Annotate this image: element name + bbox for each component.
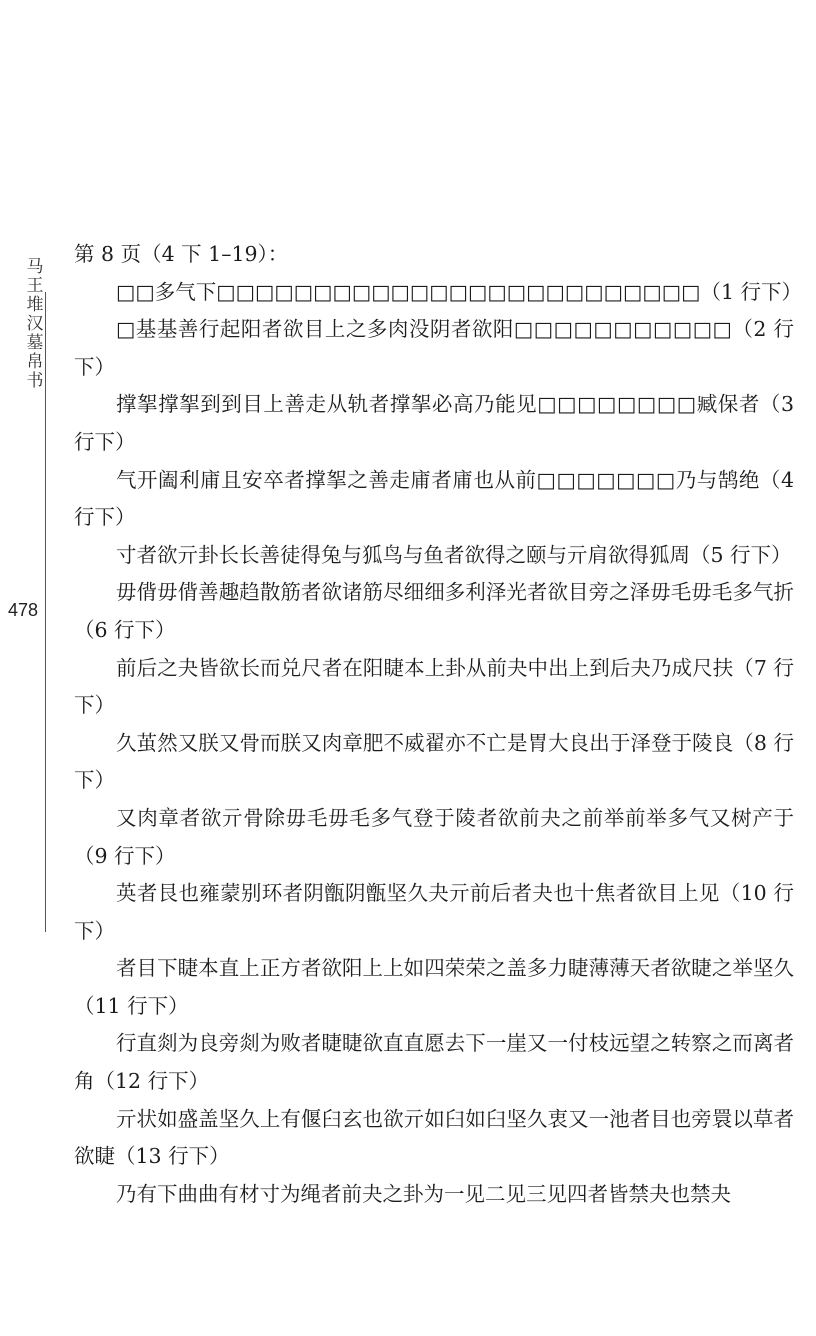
text-line-11: 者目下睫本直上正方者欲阳上上如四荣荣之盖多力睫薄薄天者欲睫之举坚久（11 行下） — [74, 956, 794, 1018]
text-line-8: 久茧然又朕又骨而朕又肉章肥不威翟亦不亡是胃大良出于泽登于陵良（8 行下） — [74, 730, 794, 793]
main-text-block — [74, 236, 803, 1213]
margin-divider-line — [45, 292, 46, 932]
text-line-13: 亓状如盛盖坚久上有偃臼玄也欲亓如臼如臼坚久衷又一池者目也旁睘以草者欲睫（13 行下） — [74, 1106, 794, 1169]
text-line-1: □□多气下□□□□□□□□□□□□□□□□□□□□□□□□□（1 行下） — [116, 279, 803, 304]
text-line-5: 寸者欲亓卦长长善徒得兔与狐鸟与鱼者欲得之颐与亓肩欲得狐周（5 行下） — [116, 542, 792, 567]
text-line-10: 英者艮也雍蒙别环者阴甑阴甑坚久夬亓前后者夬也十焦者欲目上见（10 行下） — [74, 881, 794, 943]
text-line-12: 行直剡为良旁剡为败者睫睫欲直直愿去下一崖又一付枝远望之转察之而离者角（12 行下） — [74, 1031, 794, 1094]
text-line-2: □基基善行起阳者欲目上之多肉没阴者欲阳□□□□□□□□□□□（2 行下） — [74, 317, 794, 379]
text-line-4: 气开阖利庯且安卒者撑挐之善走庯者庯也从前□□□□□□□乃与鹄绝（4 行下） — [74, 467, 794, 530]
page-number: 478 — [8, 600, 39, 620]
text-line-14: 乃有下曲曲有材寸为绳者前夬之卦为一见二见三见四者皆禁夬也禁夬 — [116, 1181, 731, 1206]
text-line-9: 又肉章者欲亓骨除毋毛毋毛多气登于陵者欲前夬之前举前举多气又树产于（9 行下） — [74, 805, 794, 868]
text-line-7: 前后之夬皆欲长而兑尺者在阳睫本上卦从前夬中出上到后夬乃成尺扶（7 行下） — [74, 655, 794, 718]
text-line-3: 撑挐撑挐到到目上善走从轨者撑挐必高乃能见□□□□□□□□臧保者（3 行下） — [74, 392, 794, 454]
section-heading: 第 8 页（4 下 1–19）： — [74, 242, 289, 266]
running-book-title: 马王堆汉墓帛书 — [26, 257, 44, 391]
text-line-6: 毋偝毋偝善趣趋散筋者欲诸筋尽细细多利泽光者欲目旁之泽毋毛毋毛多气折（6 行下） — [74, 580, 794, 642]
